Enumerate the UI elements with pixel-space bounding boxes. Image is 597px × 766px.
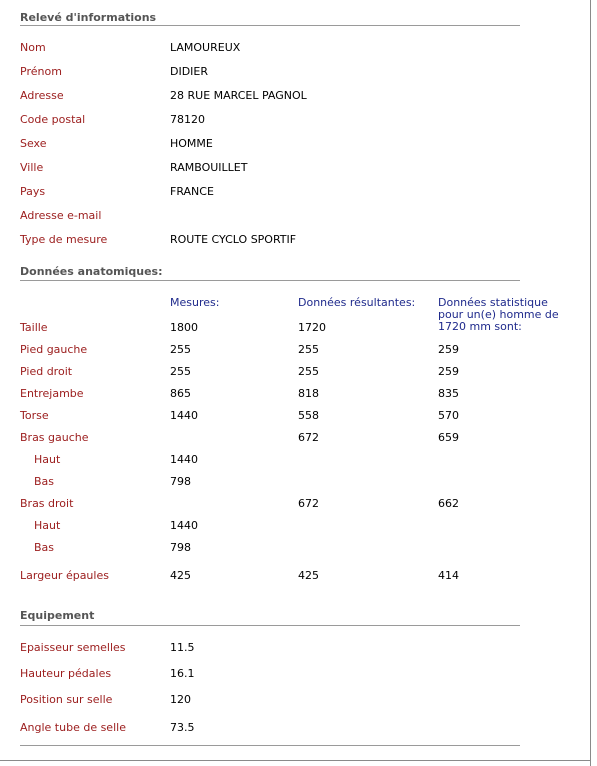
result-taille: 1720	[298, 321, 326, 334]
equipment-bottom-divider	[20, 745, 520, 746]
label-pied-droit: Pied droit	[20, 365, 73, 378]
measure-entrejambe: 865	[170, 387, 191, 400]
result-bras-gauche: 672	[298, 431, 319, 444]
label-bras-gauche-haut: Haut	[34, 453, 61, 466]
value-hauteur-pedales: 16.1	[170, 667, 195, 680]
info-section-divider	[20, 25, 520, 26]
result-pied-gauche: 255	[298, 343, 319, 356]
column-header-stats-line3: 1720 mm sont:	[438, 320, 522, 333]
equipment-section-title: Equipement	[20, 609, 95, 622]
value-ville: RAMBOUILLET	[170, 161, 248, 174]
label-hauteur-pedales: Hauteur pédales	[20, 667, 112, 680]
label-bras-droit-haut: Haut	[34, 519, 61, 532]
info-section-title: Relevé d'informations	[20, 11, 157, 24]
label-entrejambe: Entrejambe	[20, 387, 84, 400]
column-header-stats-line2: pour un(e) homme de	[438, 308, 559, 321]
value-prenom: DIDIER	[170, 65, 209, 78]
value-pays: FRANCE	[170, 185, 214, 198]
label-torse: Torse	[20, 409, 49, 422]
label-bras-gauche: Bras gauche	[20, 431, 89, 444]
label-position-selle: Position sur selle	[20, 693, 113, 706]
stat-bras-droit: 662	[438, 497, 459, 510]
measure-pied-droit: 255	[170, 365, 191, 378]
measure-largeur-epaules: 425	[170, 569, 191, 582]
column-header-stats-line1: Données statistique	[438, 296, 548, 309]
value-nom: LAMOUREUX	[170, 41, 241, 54]
stat-largeur-epaules: 414	[438, 569, 459, 582]
stat-bras-gauche: 659	[438, 431, 459, 444]
value-position-selle: 120	[170, 693, 191, 706]
measure-pied-gauche: 255	[170, 343, 191, 356]
measure-taille: 1800	[170, 321, 198, 334]
value-type-mesure: ROUTE CYCLO SPORTIF	[170, 233, 297, 246]
measure-bras-droit-haut: 1440	[170, 519, 198, 532]
anatomy-section-title: Données anatomiques:	[20, 265, 163, 278]
stat-pied-gauche: 259	[438, 343, 459, 356]
anatomy-section-divider	[20, 280, 520, 281]
label-ville: Ville	[20, 161, 44, 174]
result-torse: 558	[298, 409, 319, 422]
measure-bras-gauche-bas: 798	[170, 475, 191, 488]
label-angle-tube-selle: Angle tube de selle	[20, 721, 126, 734]
value-angle-tube-selle: 73.5	[170, 721, 195, 734]
window-border-bottom	[0, 760, 591, 761]
equipment-section-divider	[20, 625, 520, 626]
value-code-postal: 78120	[170, 113, 205, 126]
label-bras-droit-bas: Bas	[34, 541, 55, 554]
label-type-mesure: Type de mesure	[20, 233, 108, 246]
label-pied-gauche: Pied gauche	[20, 343, 88, 356]
label-nom: Nom	[20, 41, 46, 54]
stat-torse: 570	[438, 409, 459, 422]
measure-bras-gauche-haut: 1440	[170, 453, 198, 466]
label-taille: Taille	[20, 321, 48, 334]
column-header-results: Données résultantes:	[298, 296, 416, 309]
label-prenom: Prénom	[20, 65, 62, 78]
label-epaisseur-semelles: Epaisseur semelles	[20, 641, 126, 654]
label-pays: Pays	[20, 185, 46, 198]
result-pied-droit: 255	[298, 365, 319, 378]
label-bras-droit: Bras droit	[20, 497, 74, 510]
label-email: Adresse e-mail	[20, 209, 102, 222]
column-header-measures: Mesures:	[170, 296, 220, 309]
stat-pied-droit: 259	[438, 365, 459, 378]
label-bras-gauche-bas: Bas	[34, 475, 55, 488]
label-code-postal: Code postal	[20, 113, 86, 126]
result-entrejambe: 818	[298, 387, 319, 400]
stat-entrejambe: 835	[438, 387, 459, 400]
value-adresse: 28 RUE MARCEL PAGNOL	[170, 89, 307, 102]
label-adresse: Adresse	[20, 89, 64, 102]
label-largeur-epaules: Largeur épaules	[20, 569, 109, 582]
result-largeur-epaules: 425	[298, 569, 319, 582]
measure-bras-droit-bas: 798	[170, 541, 191, 554]
window-border-right	[590, 0, 591, 766]
measure-torse: 1440	[170, 409, 198, 422]
value-sexe: HOMME	[170, 137, 213, 150]
value-epaisseur-semelles: 11.5	[170, 641, 195, 654]
label-sexe: Sexe	[20, 137, 47, 150]
result-bras-droit: 672	[298, 497, 319, 510]
